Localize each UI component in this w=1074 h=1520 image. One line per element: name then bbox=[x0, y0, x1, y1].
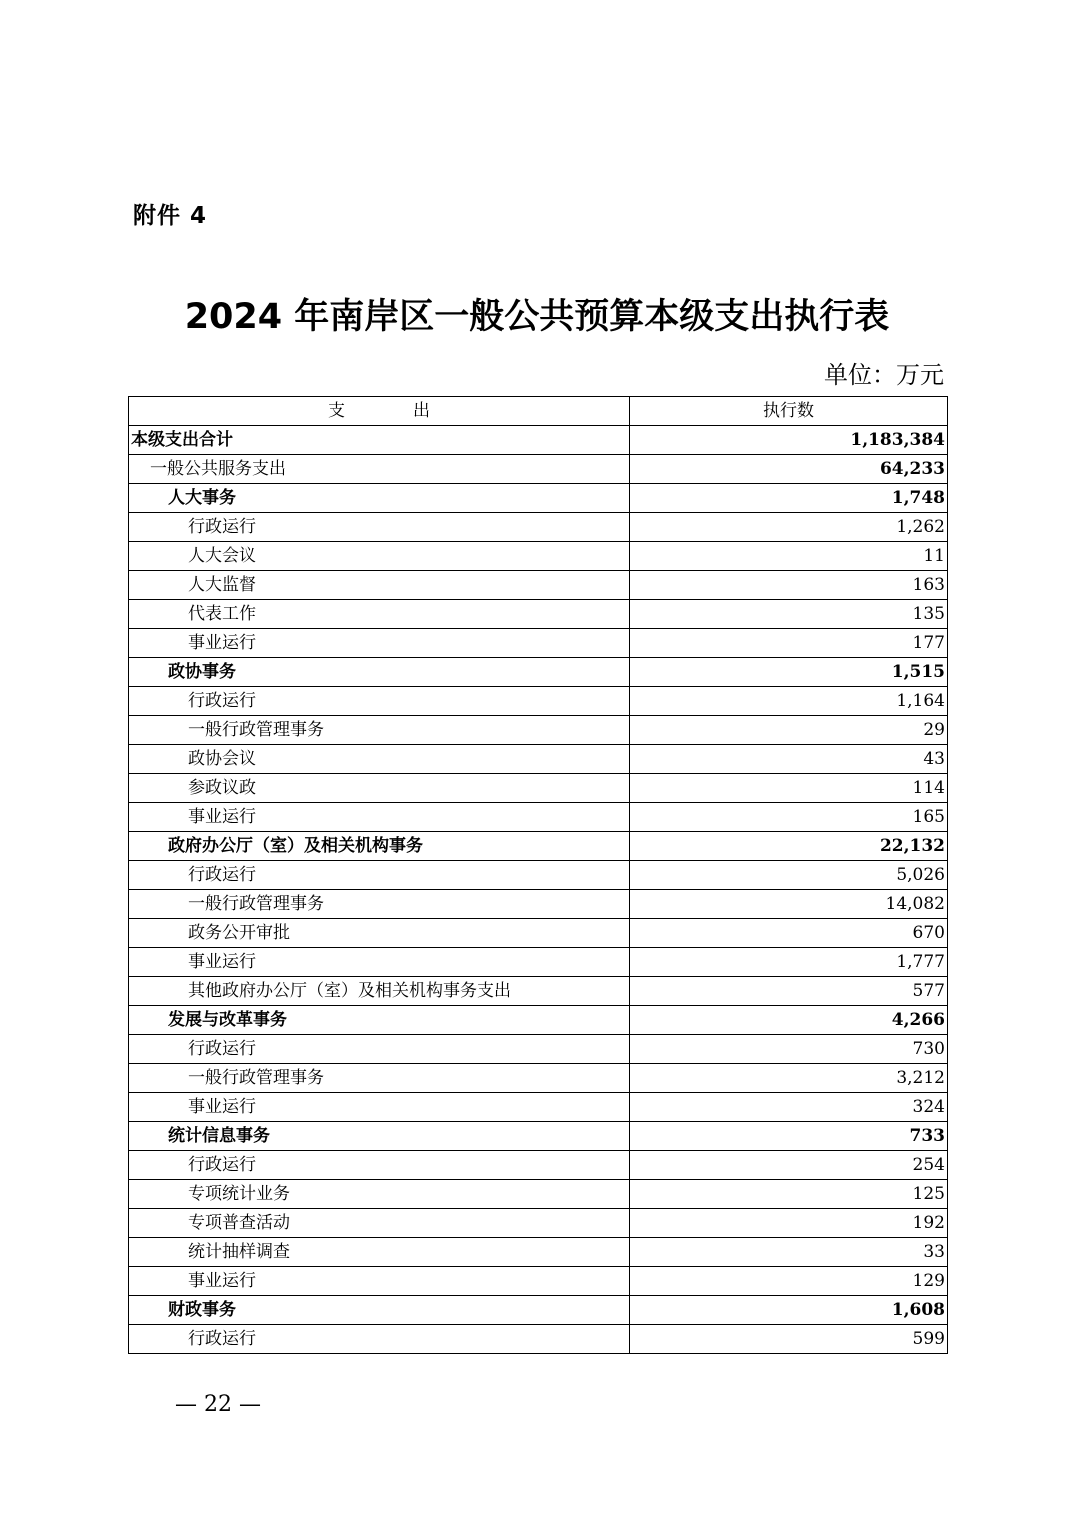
table-row bbox=[129, 861, 948, 890]
table-row bbox=[129, 687, 948, 716]
row-executed-amount: 177 bbox=[630, 629, 948, 658]
row-item-name: 行政运行 bbox=[129, 687, 630, 716]
header-expenditure: 支 出 bbox=[129, 397, 630, 426]
unit-label: 单位：万元 bbox=[824, 361, 944, 389]
row-item-name: 行政运行 bbox=[129, 1325, 630, 1354]
row-item-name: 代表工作 bbox=[129, 600, 630, 629]
row-item-name: 人大事务 bbox=[129, 484, 630, 513]
row-item-name: 财政事务 bbox=[129, 1296, 630, 1325]
table-row bbox=[129, 1064, 948, 1093]
table-row bbox=[129, 513, 948, 542]
table-row bbox=[129, 600, 948, 629]
row-executed-amount: 599 bbox=[630, 1325, 948, 1354]
table-row bbox=[129, 542, 948, 571]
table-row bbox=[129, 1093, 948, 1122]
expenditure-table bbox=[128, 396, 948, 1354]
table-row bbox=[129, 1180, 948, 1209]
row-executed-amount: 5,026 bbox=[630, 861, 948, 890]
row-item-name: 事业运行 bbox=[129, 1267, 630, 1296]
row-item-name: 一般公共服务支出 bbox=[129, 455, 630, 484]
row-executed-amount: 1,777 bbox=[630, 948, 948, 977]
table-header-row bbox=[129, 397, 948, 426]
row-item-name: 事业运行 bbox=[129, 948, 630, 977]
table-row bbox=[129, 1267, 948, 1296]
row-executed-amount: 1,515 bbox=[630, 658, 948, 687]
table-row bbox=[129, 716, 948, 745]
table-row bbox=[129, 919, 948, 948]
row-item-name: 政务公开审批 bbox=[129, 919, 630, 948]
row-item-name: 政府办公厅（室）及相关机构事务 bbox=[129, 832, 630, 861]
table-row bbox=[129, 977, 948, 1006]
row-item-name: 行政运行 bbox=[129, 513, 630, 542]
row-executed-amount: 163 bbox=[630, 571, 948, 600]
table-row bbox=[129, 832, 948, 861]
table-row bbox=[129, 1035, 948, 1064]
table-row bbox=[129, 774, 948, 803]
row-executed-amount: 1,608 bbox=[630, 1296, 948, 1325]
row-executed-amount: 64,233 bbox=[630, 455, 948, 484]
row-executed-amount: 22,132 bbox=[630, 832, 948, 861]
row-executed-amount: 192 bbox=[630, 1209, 948, 1238]
row-executed-amount: 1,183,384 bbox=[630, 426, 948, 455]
table-row bbox=[129, 629, 948, 658]
row-executed-amount: 114 bbox=[630, 774, 948, 803]
row-executed-amount: 1,748 bbox=[630, 484, 948, 513]
table-row bbox=[129, 1151, 948, 1180]
row-executed-amount: 1,262 bbox=[630, 513, 948, 542]
row-item-name: 行政运行 bbox=[129, 1151, 630, 1180]
row-item-name: 参政议政 bbox=[129, 774, 630, 803]
table-row bbox=[129, 745, 948, 774]
table-row bbox=[129, 658, 948, 687]
table-row bbox=[129, 1238, 948, 1267]
row-executed-amount: 14,082 bbox=[630, 890, 948, 919]
table-row bbox=[129, 571, 948, 600]
page-title: 2024 年南岸区一般公共预算本级支出执行表 bbox=[184, 297, 890, 337]
table-row bbox=[129, 1209, 948, 1238]
row-item-name: 一般行政管理事务 bbox=[129, 716, 630, 745]
row-item-name: 行政运行 bbox=[129, 1035, 630, 1064]
header-executed-amount: 执行数 bbox=[630, 397, 948, 426]
table-row bbox=[129, 484, 948, 513]
table-row bbox=[129, 1122, 948, 1151]
row-item-name: 事业运行 bbox=[129, 803, 630, 832]
row-executed-amount: 11 bbox=[630, 542, 948, 571]
row-item-name: 统计信息事务 bbox=[129, 1122, 630, 1151]
row-executed-amount: 3,212 bbox=[630, 1064, 948, 1093]
row-item-name: 事业运行 bbox=[129, 629, 630, 658]
table-row bbox=[129, 1296, 948, 1325]
row-executed-amount: 129 bbox=[630, 1267, 948, 1296]
table-row bbox=[129, 1006, 948, 1035]
row-item-name: 发展与改革事务 bbox=[129, 1006, 630, 1035]
table-row bbox=[129, 1325, 948, 1354]
table-row bbox=[129, 455, 948, 484]
table-row bbox=[129, 890, 948, 919]
row-executed-amount: 125 bbox=[630, 1180, 948, 1209]
row-executed-amount: 43 bbox=[630, 745, 948, 774]
row-item-name: 专项统计业务 bbox=[129, 1180, 630, 1209]
row-item-name: 本级支出合计 bbox=[129, 426, 630, 455]
row-item-name: 一般行政管理事务 bbox=[129, 1064, 630, 1093]
table-row bbox=[129, 803, 948, 832]
table-row bbox=[129, 948, 948, 977]
row-item-name: 政协会议 bbox=[129, 745, 630, 774]
row-item-name: 政协事务 bbox=[129, 658, 630, 687]
page-number: — 22 — bbox=[175, 1392, 261, 1417]
row-executed-amount: 1,164 bbox=[630, 687, 948, 716]
row-item-name: 专项普查活动 bbox=[129, 1209, 630, 1238]
row-executed-amount: 165 bbox=[630, 803, 948, 832]
row-item-name: 统计抽样调查 bbox=[129, 1238, 630, 1267]
row-executed-amount: 577 bbox=[630, 977, 948, 1006]
row-executed-amount: 733 bbox=[630, 1122, 948, 1151]
row-item-name: 行政运行 bbox=[129, 861, 630, 890]
row-executed-amount: 4,266 bbox=[630, 1006, 948, 1035]
row-executed-amount: 33 bbox=[630, 1238, 948, 1267]
row-item-name: 事业运行 bbox=[129, 1093, 630, 1122]
row-executed-amount: 135 bbox=[630, 600, 948, 629]
row-item-name: 一般行政管理事务 bbox=[129, 890, 630, 919]
table-body bbox=[129, 426, 948, 1354]
row-executed-amount: 29 bbox=[630, 716, 948, 745]
row-executed-amount: 254 bbox=[630, 1151, 948, 1180]
row-item-name: 其他政府办公厅（室）及相关机构事务支出 bbox=[129, 977, 630, 1006]
row-executed-amount: 324 bbox=[630, 1093, 948, 1122]
table-row bbox=[129, 426, 948, 455]
row-executed-amount: 730 bbox=[630, 1035, 948, 1064]
attachment-label: 附件 4 bbox=[133, 203, 208, 229]
row-executed-amount: 670 bbox=[630, 919, 948, 948]
row-item-name: 人大会议 bbox=[129, 542, 630, 571]
row-item-name: 人大监督 bbox=[129, 571, 630, 600]
